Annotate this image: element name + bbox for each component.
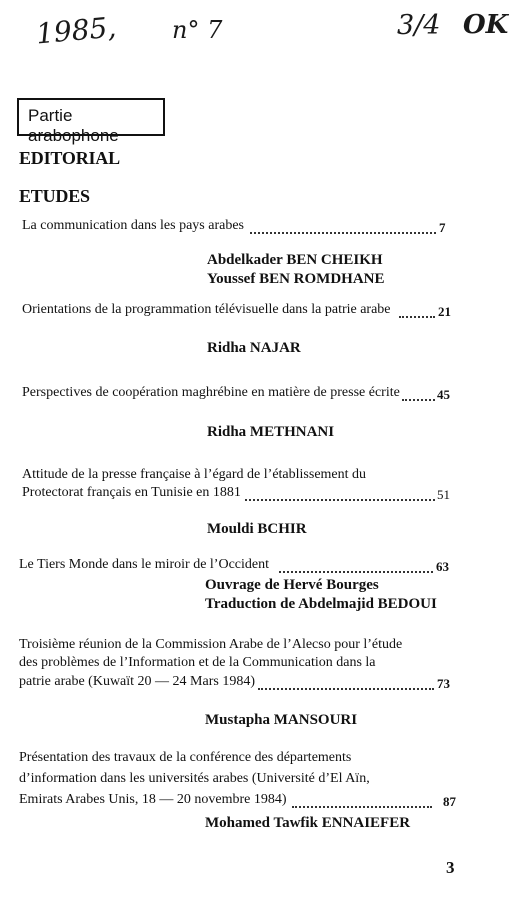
entry-5-page: 63 [436, 559, 449, 574]
entry-6-title-line-2: des problèmes de l’Information et de la Communication dans la [19, 655, 376, 670]
entry-5-author-1: Ouvrage de Hervé Bourges [205, 577, 379, 593]
section-box-label: Partie arabophone [28, 106, 119, 145]
entry-1-author-2: Youssef BEN ROMDHANE [207, 271, 385, 287]
entry-2-page: 21 [438, 304, 451, 319]
heading-editorial: EDITORIAL [19, 148, 120, 168]
entry-7-page: 87 [443, 794, 456, 809]
entry-3-leader [402, 399, 435, 401]
entry-7-author: Mohamed Tawfik ENNAIEFER [205, 815, 411, 831]
entry-7-title-line-3: Emirats Arabes Unis, 18 — 20 novembre 1984) [19, 792, 287, 807]
entry-7-leader [292, 806, 432, 808]
entry-7-title-line-1: Présentation des travaux de la conférence des départements [19, 750, 352, 765]
entry-2-leader [399, 316, 435, 318]
entry-3-title: Perspectives de coopération maghrébine en matière de presse écrite [22, 385, 400, 400]
page-number: 3 [446, 858, 455, 877]
entry-4-title-line-2: Protectorat français en Tunisie en 1881 [22, 485, 241, 500]
entry-2-author: Ridha NAJAR [207, 340, 301, 356]
entry-1-leader [250, 232, 436, 234]
entry-4-page: 51 [437, 487, 450, 502]
entry-4-title-line-1: Attitude de la presse française à l’égard de l’établissement du [22, 467, 367, 482]
handwritten-fraction: 3/4 [397, 10, 441, 41]
entry-1-author-1: Abdelkader BEN CHEIKH [207, 252, 383, 268]
entry-3-page: 45 [437, 387, 450, 402]
entry-1-title: La communication dans les pays arabes [22, 218, 244, 233]
entry-7-title-line-2: d’information dans les universités arabes (Université d’El Aïn, [19, 771, 370, 786]
entry-6-title-line-3: patrie arabe (Kuwaït 20 — 24 Mars 1984) [19, 674, 255, 689]
handwritten-issue-number: n° 7 [172, 16, 223, 44]
entry-3-author: Ridha METHNANI [207, 424, 335, 440]
section-box-arabophone [17, 98, 165, 145]
entry-5-leader [279, 571, 433, 573]
entry-5-title: Le Tiers Monde dans le miroir de l’Occident [19, 557, 270, 572]
entry-6-page: 73 [437, 676, 450, 691]
entry-4-author: Mouldi BCHIR [207, 521, 307, 537]
entry-6-leader [258, 688, 434, 690]
heading-etudes: ETUDES [19, 186, 90, 206]
entry-6-author: Mustapha MANSOURI [205, 712, 358, 728]
entry-2-title: Orientations de la programmation télévisuelle dans la patrie arabe [22, 302, 391, 317]
entry-1-page: 7 [439, 220, 446, 235]
handwritten-year: 1985, [34, 10, 118, 51]
entry-4-leader [245, 499, 435, 501]
entry-6-title-line-1: Troisième réunion de la Commission Arabe de l’Alecso pour l’étude [19, 637, 403, 652]
handwritten-ok: OK [463, 10, 509, 40]
entry-5-author-2: Traduction de Abdelmajid BEDOUI [205, 596, 437, 612]
